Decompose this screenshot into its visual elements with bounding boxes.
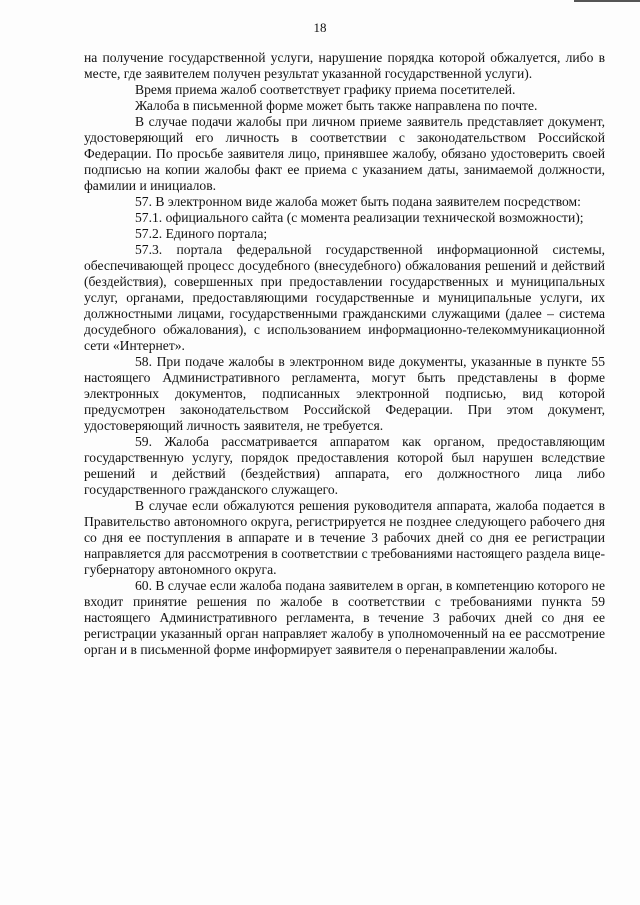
paragraph-mail: Жалоба в письменной форме может быть также направлена по почте. [135, 98, 538, 113]
paragraph-60: 60. В случае если жалоба подана заявителем в орган, в компетенцию которого не входит принятие решения по жалобе в соответствии с требованиями пункта 59 настоящего Административного регламента, в течение 3 рабочих дней со дня ее регистрации указанный орган направляет жалобу в уполномоченный на ее рассмотрение орган и в письменной форме информирует заявителя о перенаправлении жалобы. [84, 578, 605, 657]
paragraph-57-3: 57.3. портала федеральной государственной информационной системы, обеспечивающей процесс досудебного (внесудебного) обжалования решений и действий (бездействия), совершенных при предоставлении государственных и муниципальных услуг, органами, предоставляющими государственные и муниципальные услуги, их должностными лицами, государственными гражданскими служащими (далее – система досудебного обжалования), с использованием информационно-телекоммуникационной сети «Интернет». [84, 242, 605, 353]
paragraph-57-2: 57.2. Единого портала; [135, 226, 268, 241]
paragraph-58: 58. При подаче жалобы в электронном виде документы, указанные в пункте 55 настоящего Административного регламента, могут быть представлены в форме электронных документов, подписанных электронной подписью, вид которой предусмотрен законодательством Российской Федерации. При этом документ, удостоверяющий личность заявителя, не требуется. [84, 354, 605, 433]
paragraph-personal-reception: В случае подачи жалобы при личном приеме заявитель представляет документ, удостоверяющий его личность в соответствии с законодательством Российской Федерации. По просьбе заявителя лицо, принявшее жалобу, обязано удостоверить своей подписью на копии жалобы факт ее приема с указанием даты, занимаемой должности, фамилии и инициалов. [84, 114, 605, 193]
paragraph-reception-time: Время приема жалоб соответствует графику приема посетителей. [135, 82, 516, 97]
document-body [84, 50, 605, 658]
paragraph-57: 57. В электронном виде жалоба может быть подана заявителем посредством: [135, 194, 581, 209]
paragraph-continuation: на получение государственной услуги, нарушение порядка которой обжалуется, либо в месте, где заявителем получен результат указанной государственной услуги). [84, 50, 605, 81]
paragraph-57-1: 57.1. официального сайта (с момента реализации технической возможности); [135, 210, 584, 225]
paragraph-59: 59. Жалоба рассматривается аппаратом как органом, предоставляющим государственную услугу, порядок предоставления которой был нарушен вследствие решений и действий (бездействия) аппарата, его должностного лица либо государственного гражданского служащего. [84, 434, 605, 497]
paragraph-59-head-appeal: В случае если обжалуются решения руководителя аппарата, жалоба подается в Правительство автономного округа, регистрируется не позднее следующего рабочего дня со дня ее поступления в аппарате и в течение 3 рабочих дней со дня ее регистрации направляется для рассмотрения в соответствии с требованиями настоящего раздела вице-губернатору автономного округа. [84, 498, 605, 577]
page-number: 18 [313, 20, 327, 35]
scan-edge-mark [574, 0, 640, 2]
